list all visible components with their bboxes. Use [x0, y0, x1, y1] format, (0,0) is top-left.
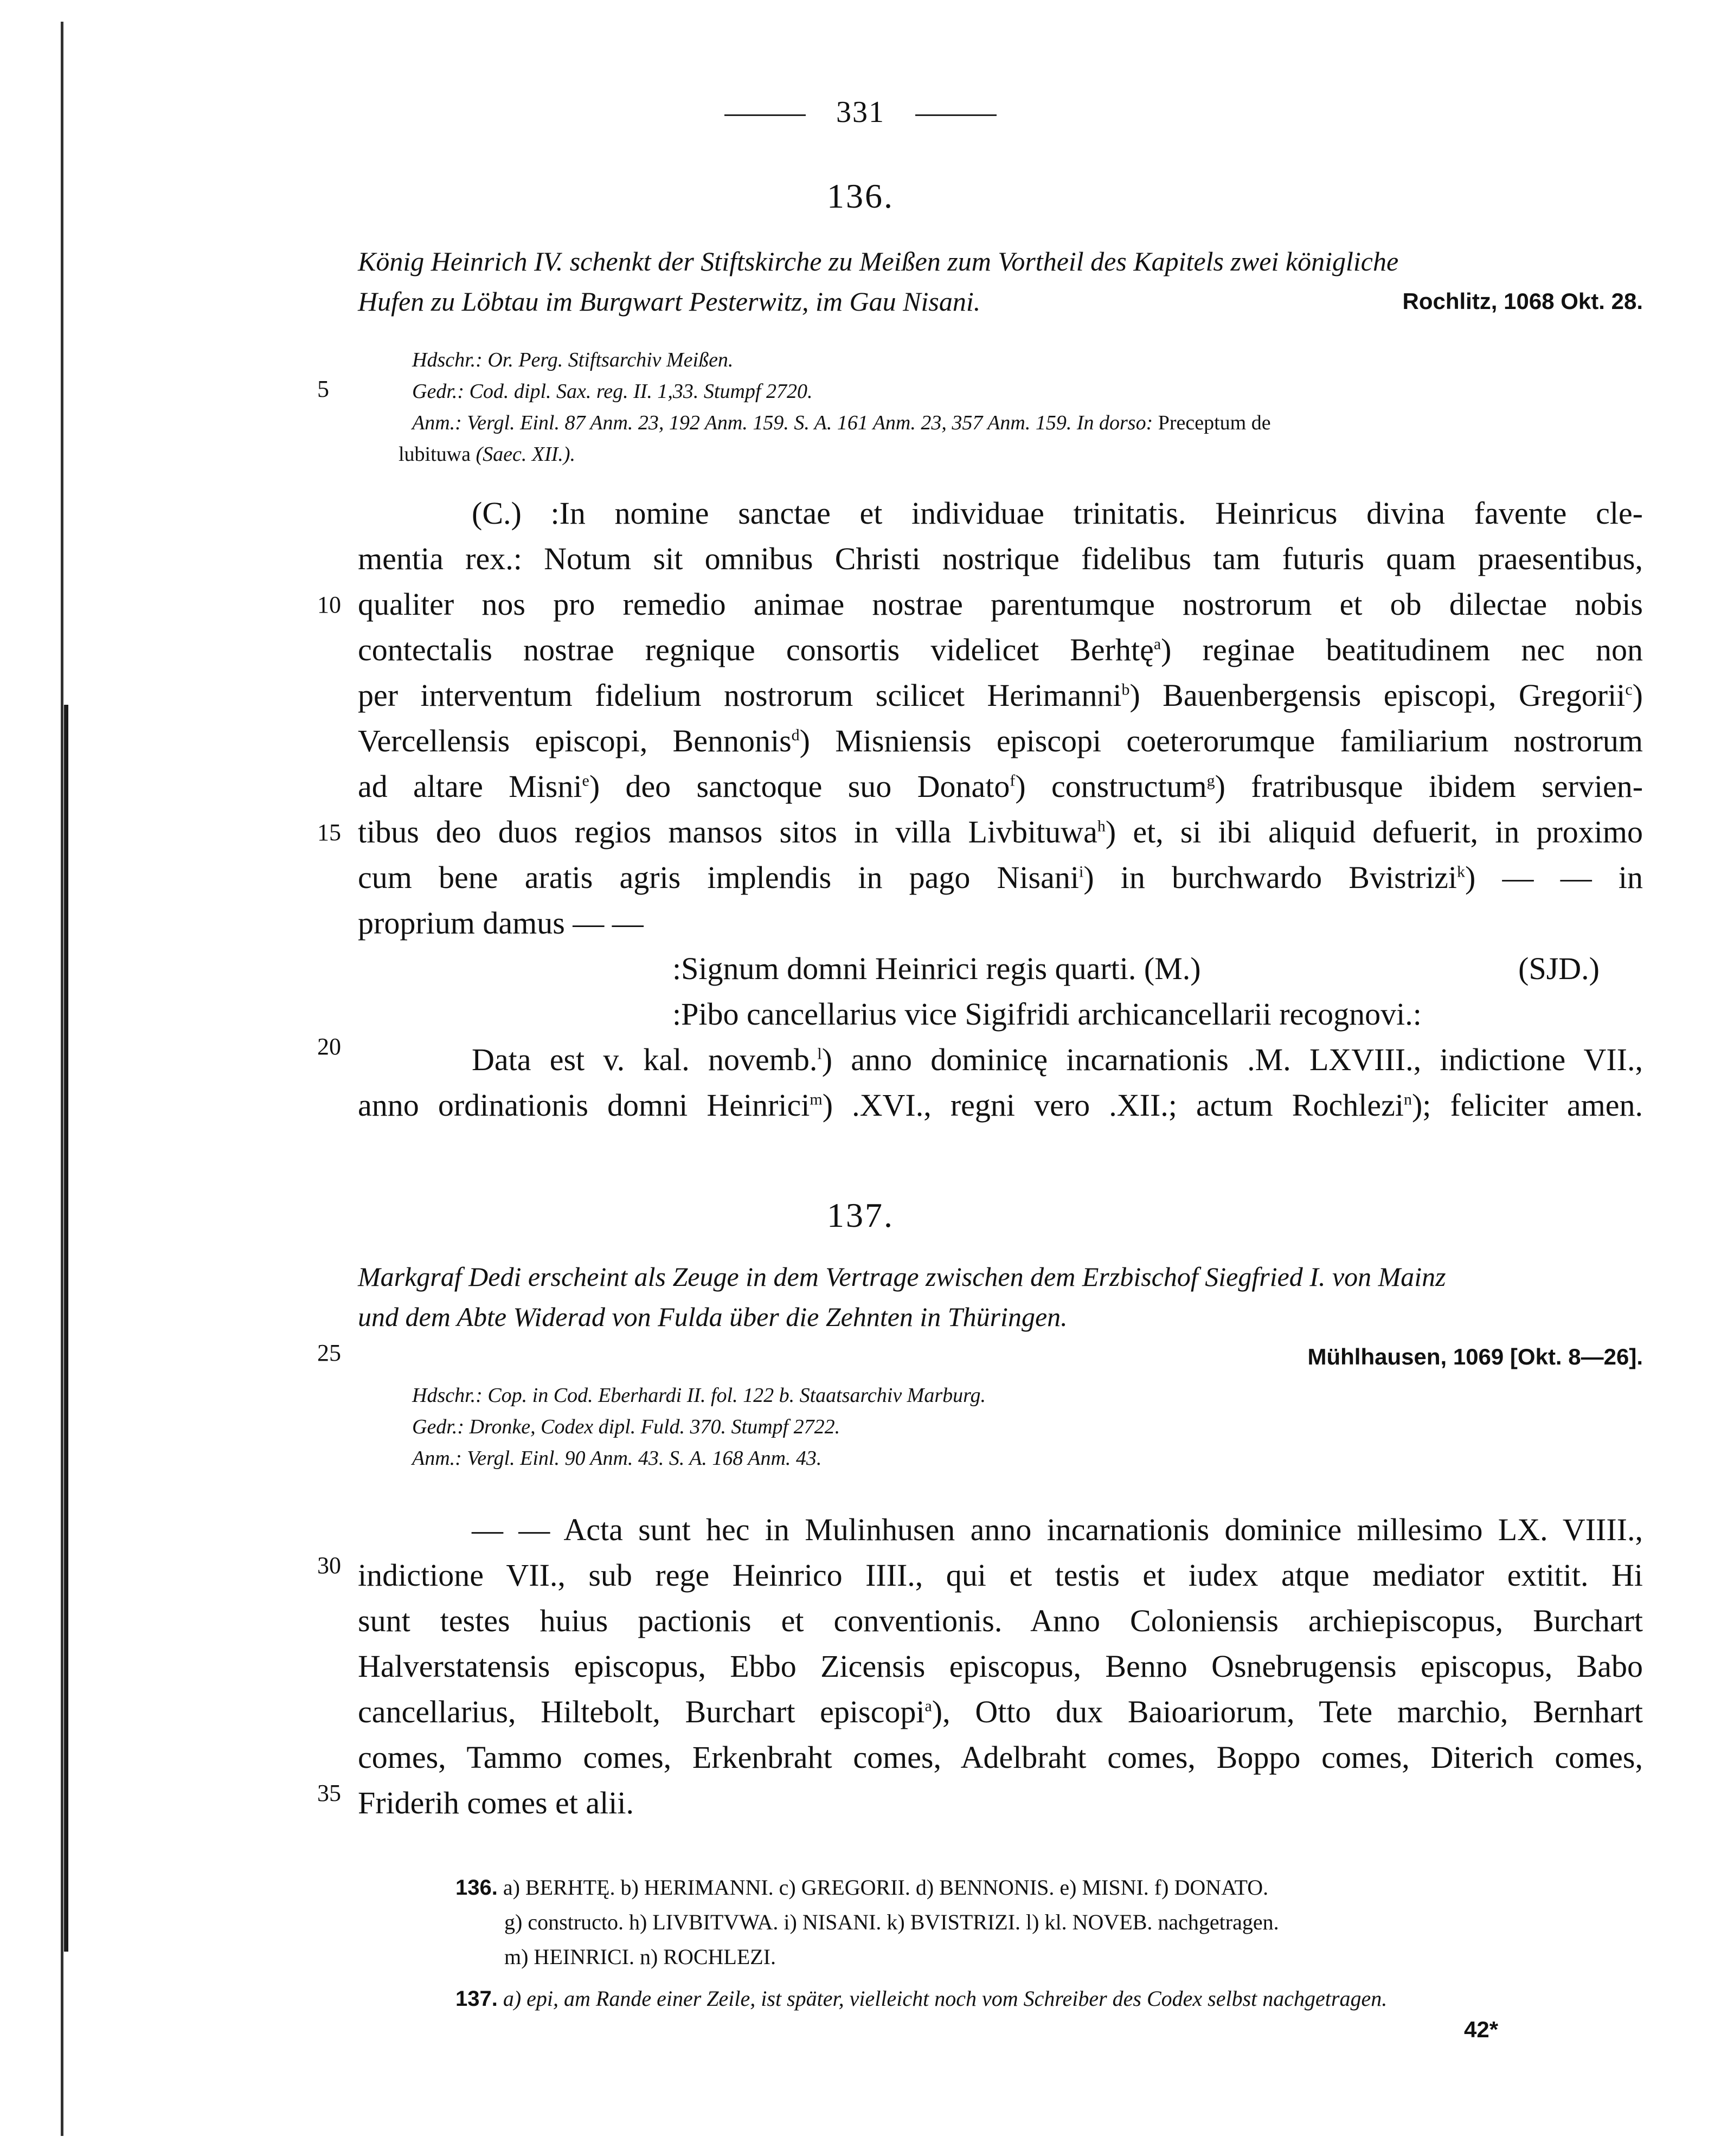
apparatus-line: Hdschr.: Or. Perg. Stiftsarchiv Meißen. — [412, 349, 734, 371]
text-line: Friderih comes et alii. — [358, 1785, 634, 1820]
footnote-ref: l — [817, 1045, 822, 1063]
line-number: 15 — [317, 819, 341, 846]
text-line: comes, Tammo comes, Erkenbraht comes, Adelbraht comes, Boppo comes, Diterich comes, — [358, 1740, 1643, 1775]
apparatus — [412, 1380, 1643, 1474]
running-head — [0, 95, 1721, 130]
line-number: 10 — [317, 591, 341, 618]
document-number: 137. — [827, 1196, 894, 1234]
head-rule-right — [915, 114, 997, 116]
regest-line: Markgraf Dedi erscheint als Zeuge in dem Vertrage zwischen dem Erzbischof Siegfried I. von Mainz — [358, 1262, 1446, 1292]
text-line: Vercellensis episcopi, Bennonis$^d$) Misniensis episcopi coeterorumque familiarium nostrorum — [358, 723, 1643, 758]
signum-line: :Signum domni Heinrici regis quarti. (M.) (SJD.) — [672, 951, 1600, 986]
text-line: indictione VII., sub rege Heinrico IIII., qui et testis et iudex atque mediator extitit. Hi — [358, 1558, 1643, 1593]
footnote-ref: a — [924, 1697, 932, 1715]
apparatus — [399, 344, 1643, 470]
line-number: 20 — [317, 1033, 341, 1060]
apparatus-line: Anm.: Vergl. Einl. 90 Anm. 43. S. A. 168 Anm. 43. — [412, 1447, 822, 1470]
footnote-line: m) HEINRICI. n) ROCHLEZI. — [504, 1945, 776, 1969]
footnotes-136 — [455, 1870, 1648, 1974]
text-line: (C.) :In nomine sanctae et individuae trinitatis. Heinricus divina favente cle- — [472, 495, 1643, 531]
document-text — [358, 1507, 1643, 1826]
place-date: Mühlhausen, 1069 [Okt. 8—26]. — [1307, 1344, 1643, 1369]
regest-line: König Heinrich IV. schenkt der Stiftskirche zu Meißen zum Vortheil des Kapitels zwei königliche — [358, 246, 1399, 276]
text-line: anno ordinationis domni Heinrici$^m$) .XVI., regni vero .XII.; actum Rochlezi$^n$); feliciter amen. — [358, 1087, 1643, 1123]
regest — [358, 241, 1643, 321]
apparatus-line: Anm.: Vergl. Einl. 87 Anm. 23, 192 Anm. 159. S. A. 161 Anm. 23, 357 Anm. 159. In dorso: Preceptum de — [412, 411, 1271, 434]
footnote-ref: h — [1097, 817, 1106, 835]
footnote-ref: a — [1153, 635, 1161, 653]
head-rule-left — [724, 114, 806, 116]
text-line: qualiter nos pro remedio animae nostrae parentumque nostrorum et ob dilectae nobis — [358, 587, 1643, 622]
text-line: tibus deo duos regios mansos sitos in villa Livbituwa$^h$) et, si ibi aliquid defuerit, in proximo — [358, 814, 1643, 849]
footnote-ref: m — [810, 1090, 823, 1109]
footnote-line: 137. a) epi, am Rande einer Zeile, ist später, vielleicht noch vom Schreiber des Codex selbst nachgetragen. — [455, 1986, 1388, 2011]
line-number: 5 — [317, 376, 329, 402]
footnote-line: g) constructo. h) LIVBITVWA. i) NISANI. k) BVISTRIZI. l) kl. NOVEB. nachgetragen. — [504, 1910, 1279, 1934]
footnote-ref: b — [1121, 680, 1130, 699]
text-line: contectalis nostrae regnique consortis videlicet Berhtę$^a$) reginae beatitudinem nec non — [358, 632, 1643, 667]
text-line: per interventum fidelium nostrorum scilicet Herimanni$^b$) Bauenbergensis episcopi, Gregorii$^c$) — [358, 678, 1643, 713]
text-line: Data est v. kal. novemb.$^l$) anno dominicę incarnationis .M. LXVIII., indictione VII., — [472, 1042, 1643, 1077]
text-line: ad altare Misni$^e$) deo sanctoque suo Donato$^f$) constructum$^g$) fratribusque ibidem servien- — [358, 769, 1643, 804]
apparatus-line: Gedr.: Cod. dipl. Sax. reg. II. 1,33. Stumpf 2720. — [412, 380, 813, 403]
footnote-ref: k — [1457, 863, 1466, 881]
apparatus-line: Hdschr.: Cop. in Cod. Eberhardi II. fol. 122 b. Staatsarchiv Marburg. — [412, 1384, 986, 1407]
text-line: cum bene aratis agris implendis in pago Nisani$^i$) in burchwardo Bvistrizi$^k$) — — in — [358, 860, 1643, 895]
line-number: 35 — [317, 1780, 341, 1806]
footnote-ref: d — [791, 726, 800, 744]
footnote-ref: n — [1403, 1090, 1412, 1109]
scan-edge-line-thick — [64, 705, 68, 1952]
footnote-line: 136. a) BERHTĘ. b) HERIMANNI. c) GREGORII. d) BENNONIS. e) MISNI. f) DONATO. — [455, 1875, 1269, 1900]
regest — [358, 1257, 1643, 1377]
regest-line: Hufen zu Löbtau im Burgwart Pesterwitz, im Gau Nisani. — [358, 286, 981, 317]
footnote-ref: g — [1206, 771, 1215, 790]
recognition-line: :Pibo cancellarius vice Sigifridi archicancellarii recognovi.: — [672, 996, 1422, 1032]
regest-line: und dem Abte Widerad von Fulda über die Zehnten in Thüringen. — [358, 1302, 1068, 1332]
text-line: proprium damus — — — [358, 905, 644, 941]
apparatus-line: lubituwa (Saec. XII.). — [399, 443, 576, 466]
apparatus-line: Gedr.: Dronke, Codex dipl. Fuld. 370. Stumpf 2722. — [412, 1415, 840, 1438]
document-number: 136. — [827, 177, 894, 215]
footnotes-137 — [455, 1981, 1648, 2016]
text-line: — — Acta sunt hec in Mulinhusen anno incarnationis dominice millesimo LX. VIIII., — [472, 1512, 1643, 1547]
footnote-ref: c — [1625, 680, 1633, 699]
footnote-ref: f — [1010, 771, 1016, 790]
signature-mark: 42* — [1464, 2017, 1499, 2042]
scan-edge-line — [61, 22, 63, 2136]
footnote-ref: i — [1078, 863, 1084, 881]
text-line: cancellarius, Hiltebolt, Burchart episcopi$^a$), Otto dux Baioariorum, Tete marchio, Bernhart — [358, 1694, 1643, 1729]
text-line: sunt testes huius pactionis et conventionis. Anno Coloniensis archiepiscopus, Burchart — [358, 1603, 1643, 1638]
text-line: mentia rex.: Notum sit omnibus Christi nostrique fidelibus tam futuris quam praesentibus, — [358, 541, 1643, 576]
footnote-ref: e — [582, 771, 589, 790]
text-line: Halverstatensis episcopus, Ebbo Zicensis episcopus, Benno Osnebrugensis episcopus, Babo — [358, 1649, 1643, 1684]
line-number: 25 — [317, 1340, 341, 1366]
place-date: Rochlitz, 1068 Okt. 28. — [1402, 288, 1643, 314]
page-number: 331 — [836, 95, 885, 129]
document-text — [358, 491, 1643, 1128]
line-number: 30 — [317, 1552, 341, 1579]
